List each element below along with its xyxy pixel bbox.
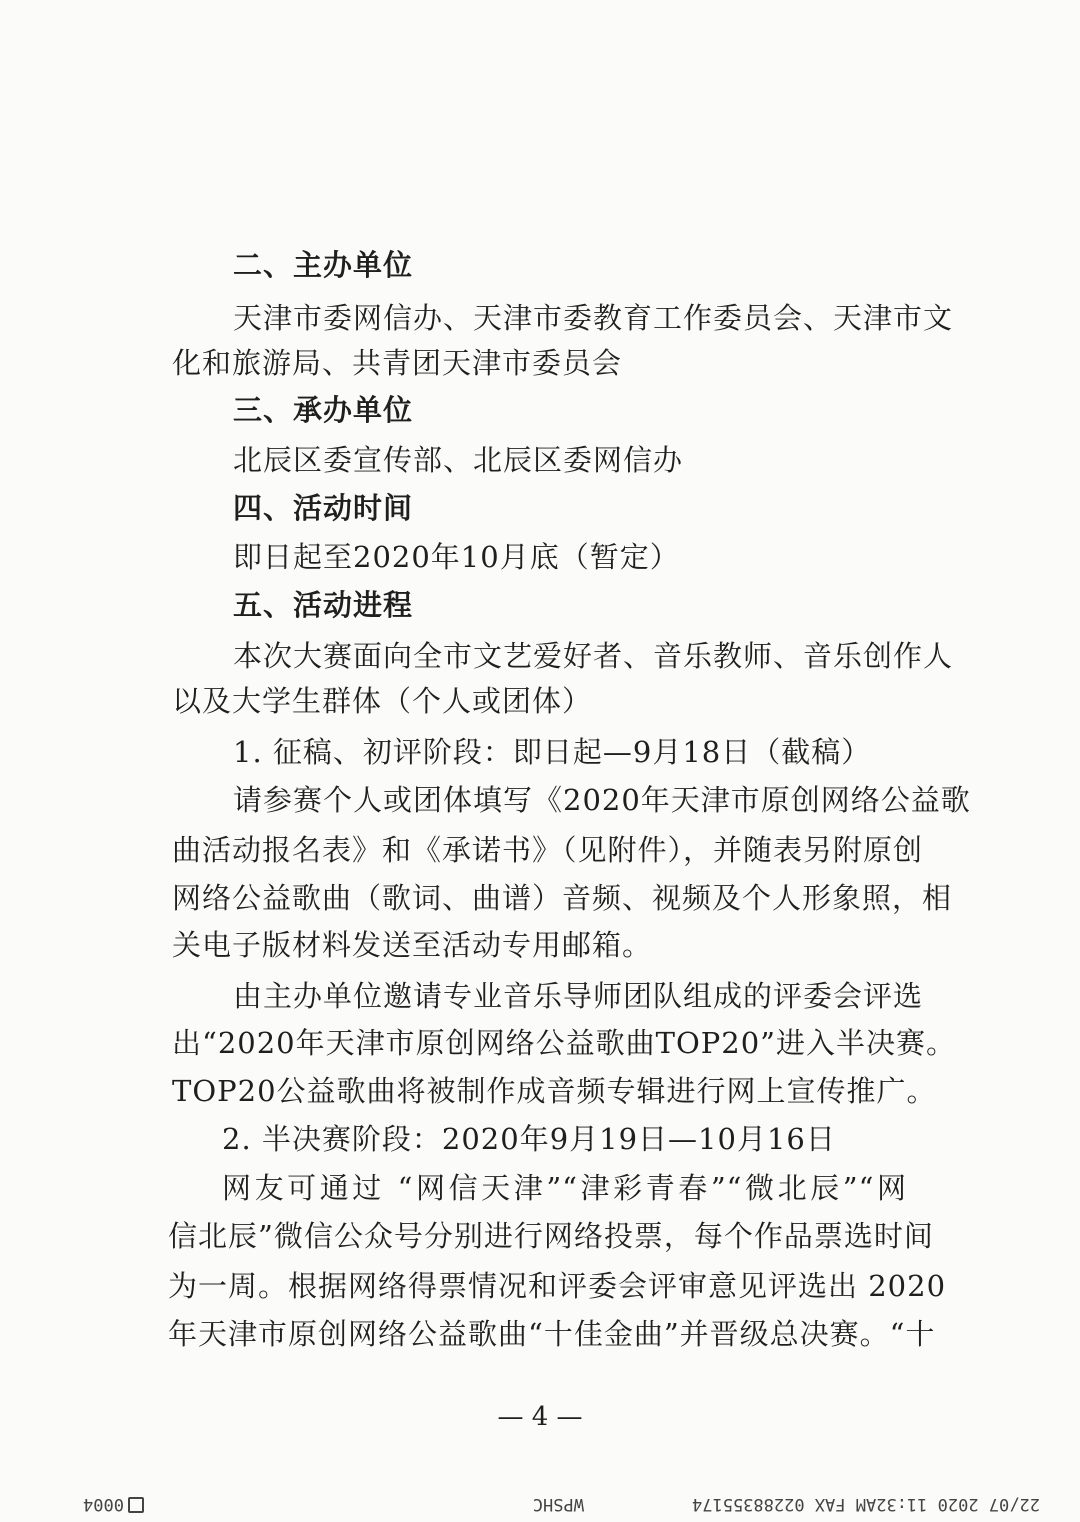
paragraph-line: 即日起至2020年10月底（暂定）: [233, 540, 680, 574]
paragraph-line: 本次大赛面向全市文艺爱好者、音乐教师、音乐创作人: [233, 639, 954, 673]
paragraph-line: TOP20公益歌曲将被制作成音频专辑进行网上宣传推广。: [172, 1074, 937, 1108]
stage-title-1: 1. 征稿、初评阶段：即日起—9月18日（截稿）: [233, 735, 872, 769]
paragraph-line: 信北辰”微信公众号分别进行网络投票，每个作品票选时间: [168, 1219, 934, 1253]
fax-page-number: 0004: [83, 1494, 124, 1514]
paragraph-line: 年天津市原创网络公益歌曲“十佳金曲”并晋级总决赛。“十: [168, 1317, 936, 1351]
paragraph-line: 网友可通过 “网信天津”“津彩青春”“微北辰”“网: [222, 1171, 907, 1205]
paragraph-line: 关电子版材料发送至活动专用邮箱。: [172, 928, 653, 962]
page-number: — 4 —: [497, 1402, 583, 1432]
paragraph-line: 由主办单位邀请专业音乐导师团队组成的评委会评选: [233, 979, 924, 1013]
paragraph-line: 出“2020年天津市原创网络公益歌曲TOP20”进入半决赛。: [172, 1026, 956, 1060]
fax-header-text: 22/07 2020 11:32AM FAX 02288355174: [692, 1494, 1040, 1514]
paragraph-line: 曲活动报名表》和《承诺书》（见附件），并随表另附原创: [172, 833, 924, 867]
fax-footer: [0, 1488, 1080, 1518]
paragraph-line: 化和旅游局、共青团天津市委员会: [172, 346, 623, 380]
fax-page-group: [83, 1494, 144, 1514]
paragraph-line: 以及大学生群体（个人或团体）: [172, 684, 593, 718]
section-heading-time: 四、活动时间: [233, 491, 414, 525]
section-heading-executors: 三、承办单位: [233, 393, 414, 427]
section-heading-process: 五、活动进程: [233, 588, 414, 622]
paragraph-line: 为一周。根据网络得票情况和评委会评审意见评选出 2020: [168, 1269, 947, 1303]
fax-page-icon: [128, 1497, 144, 1513]
paragraph-line: 天津市委网信办、天津市委教育工作委员会、天津市文: [233, 301, 954, 335]
paragraph-line: 网络公益歌曲（歌词、曲谱）音频、视频及个人形象照，相: [172, 881, 953, 915]
paragraph-line: 北辰区委宣传部、北辰区委网信办: [233, 443, 684, 477]
section-heading-organizers: 二、主办单位: [233, 248, 414, 282]
stage-title-2: 2. 半决赛阶段：2020年9月19日—10月16日: [222, 1122, 836, 1156]
paragraph-line: 请参赛个人或团体填写《2020年天津市原创网络公益歌: [233, 783, 971, 817]
fax-middle-text: WPSHC: [532, 1494, 584, 1514]
